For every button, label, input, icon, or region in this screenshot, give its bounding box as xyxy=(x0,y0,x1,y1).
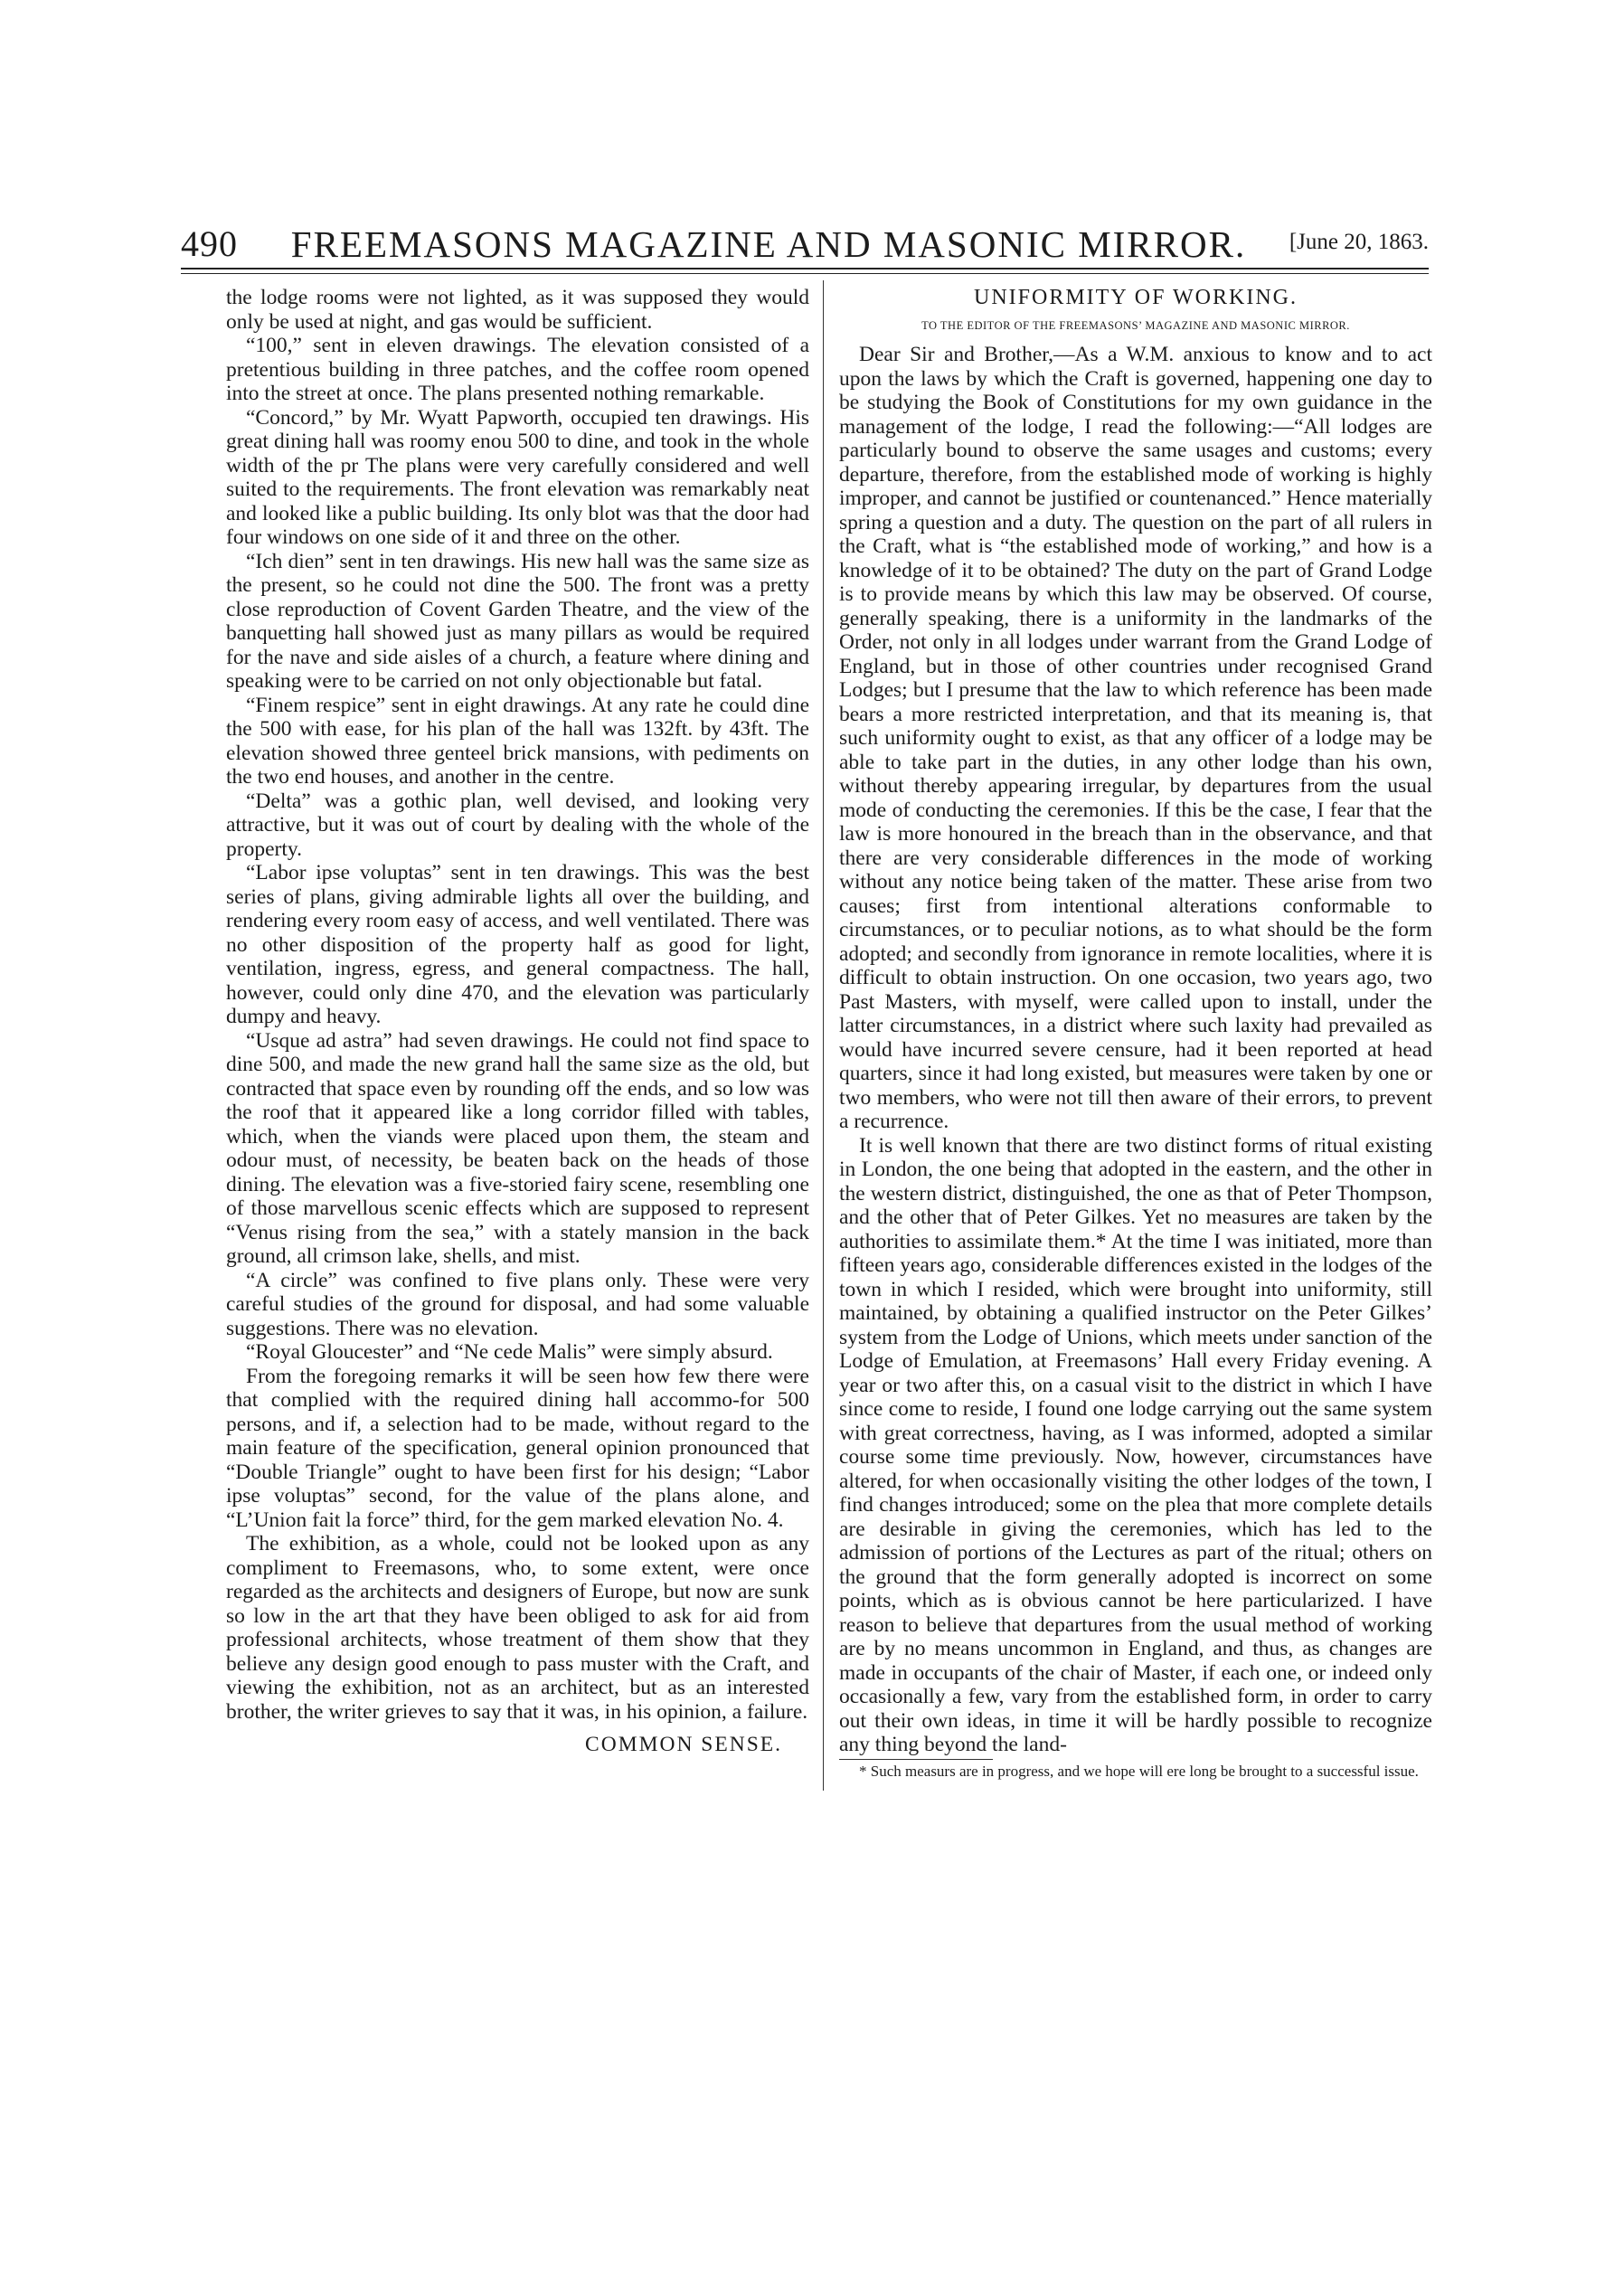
paragraph: the lodge rooms were not lighted, as it was supposed they would only be used at night, and gas would be sufficient. xyxy=(226,286,809,334)
masthead-title: FREEMASONS MAGAZINE AND MASONIC MIRROR. xyxy=(290,223,1247,265)
paragraph: “Delta” was a gothic plan, well devised, and looking very attractive, but it was out of court by dealing with the whole of the property. xyxy=(226,789,809,861)
left-column xyxy=(226,286,809,1757)
paragraph: “Royal Gloucester” and “Ne cede Malis” were simply absurd. xyxy=(246,1340,773,1364)
paragraph: “Usque ad astra” had seven drawings. He could not find space to dine 500, and made the new grand hall the same size as the old, but contracted that space even by rounding off the ends, and so low was the roof that it appeared like a long corridor filled with tables, which, when the viands were placed upon them, the steam and odour must, of necessity, be beaten back on the heads of those dining. The elevation was a five-storied fairy scene, resembling one of those marvellous scenic effects which are supposed to represent “Venus rising from the sea,” with a stately mansion in the back ground, all crimson lake, shells, and mist. xyxy=(226,1028,809,1268)
paragraph: “100,” sent in eleven drawings. The elevation consisted of a pretentious building in three patches, and the coffee room opened into the street at once. The plans presented nothing remarkable. xyxy=(226,334,809,405)
signature: COMMON SENSE. xyxy=(585,1733,782,1756)
issue-date: [June 20, 1863. xyxy=(1289,230,1429,254)
paragraph: “Finem respice” sent in eight drawings. At any rate he could dine the 500 with ease, for his plan of the hall was 132ft. by 43ft. The elevation showed three genteel brick mansions, with pediments on the two end houses, and another in the centre. xyxy=(226,693,809,789)
paragraph: It is well known that there are two distinct forms of ritual existing in London, the one being that adopted in the eastern, and the other in the western district, distinguished, the one as that of Peter Thompson, and the other that of Peter Gilkes. Yet no measures are taken by the authorities to assimilate them.* At the time I was initiated, more than fifteen years ago, considerable differences existed in the lodges of the town in which I resided, which were brought into uniformity, still maintained, by obtaining a qualified instructor on the Peter Gilkes’ system from the Lodge of Unions, which meets under sanction of the Lodge of Emulation, at Freemasons’ Hall every Friday evening. A year or two after this, on a casual visit to the district in which I have since come to reside, I found one lodge carrying out the same system with great correctness, having, as I was informed, adopted a similar course some time previously. Now, however, circumstances have altered, for when occasionally visiting the other lodges of the town, I find changes introduced; some on the plea that more complete details are desirable in giving the ceremonies, which has led to the admission of portions of the Lectures as part of the ritual; others on the ground that the form generally adopted is incorrect on some points, which as is obvious cannot be here particularized. I have reason to believe that departures from the usual method of working are by no means uncommon in England, and thus, as changes are made in occupants of the chair of Master, if each one, or indeed only occasionally a few, vary from the established form, in order to carry out their own ideas, in time it will be hardly possible to recognize any thing beyond the land- xyxy=(839,1133,1432,1756)
paragraph: “A circle” was confined to five plans only. These were very careful studies of the ground for disposal, and had some valuable suggestions. There was no elevation. xyxy=(226,1268,809,1340)
column-divider xyxy=(823,280,824,1791)
paragraph: “Ich dien” sent in ten drawings. His new hall was the same size as the present, so he could not dine the 500. The front was a pretty close reproduction of Covent Garden Theatre, and the view of the banquetting hall showed just as many pillars as would be required for the nave and side aisles of a church, a feature where dining and speaking were to be carried on not only objectionable but fatal. xyxy=(226,549,809,693)
paragraph: “Concord,” by Mr. Wyatt Papworth, occupied ten drawings. His great dining hall was roomy enou 500 to dine, and took in the whole width of the pr The plans were very carefully considered and well suited to the requirements. The front elevation was remarkably neat and looked like a public building. Its only blot was that the door had four windows on one side of it and three on the other. xyxy=(226,405,809,549)
paragraph: From the foregoing remarks it will be seen how few there were that complied with the required dining hall accommo-for 500 persons, and if, a selection had to be made, without regard to the main feature of the specification, general opinion pronounced that “Double Triangle” ought to have been first for his design; “Labor ipse voluptas” second, for the value of the plans alone, and “L’Union fait la force” third, for the gem marked elevation No. 4. xyxy=(226,1364,809,1532)
article-address: TO THE EDITOR OF THE FREEMASONS’ MAGAZINE AND MASONIC MIRROR. xyxy=(921,318,1350,332)
footnote: * Such measurs are in progress, and we hope will ere long be brought to a successful issue. xyxy=(859,1762,1419,1780)
page-header xyxy=(181,215,1429,269)
footnote-rule xyxy=(839,1759,993,1760)
paragraph: The exhibition, as a whole, could not be looked upon as any compliment to Freemasons, who, to some extent, were once regarded as the architects and designers of Europe, but now are sunk so low in the art that they have been obliged to ask for aid from professional architects, whose treatment of them show that they believe any design good enough to pass muster with the Craft, and viewing the exhibition, not as an architect, but as an interested brother, the writer grieves to say that it was, in his opinion, a failure. xyxy=(226,1532,809,1724)
paragraph: “Labor ipse voluptas” sent in ten drawings. This was the best series of plans, giving admirable lights all over the building, and rendering every room easy of access, and well ventilated. There was no other disposition of the property half as good for light, ventilation, ingress, egress, and general compactness. The hall, however, could only dine 470, and the elevation was particularly dumpy and heavy. xyxy=(226,861,809,1028)
right-column xyxy=(839,286,1432,1781)
page-number: 490 xyxy=(181,223,238,264)
header-rule xyxy=(181,268,1429,274)
article-title: UNIFORMITY OF WORKING. xyxy=(973,286,1298,309)
paragraph: Dear Sir and Brother,—As a W.M. anxious to know and to act upon the laws by which the Craft is governed, happening one day to be studying the Book of Constitutions for my own guidance in the management of the lodge, I read the following:—“All lodges are particularly bound to observe the same usages and customs; every departure, therefore, from the established mode of working is highly improper, and cannot be justified or countenanced.” Hence materially spring a question and a duty. The question on the part of all rulers in the Craft, what is “the established mode of working,” and how is a knowledge of it to be obtained? The duty on the part of Grand Lodge is to provide means by which this law may be observed. Of course, generally speaking, there is a uniformity in the landmarks of the Order, not only in all lodges under warrant from the Grand Lodge of England, but in those of other countries under recognised Grand Lodges; but I presume that the law to which reference has been made bears a more restricted interpretation, and that its meaning is, that such uniformity ought to exist, as that any officer of a lodge may be able to take part in the duties, in any other lodge than his own, without thereby appearing irregular, by departures from the usual mode of conducting the ceremonies. If this be the case, I fear that the law is more honoured in the breach than in the observance, and that there are very considerable differences in the mode of working without any notice being taken of the matter. These arise from two causes; first from intentional alterations conformable to circumstances, or to peculiar notions, as to what should be the form adopted; and secondly from ignorance in remote localities, where it is difficult to obtain instruction. On one occasion, two years ago, two Past Masters, with myself, were called upon to install, under the latter circumstances, in a district where such laxity had prevailed as would have incurred severe censure, had it been reported at head quarters, since it had long existed, but measures were taken by one or two members, who were not till then aware of their errors, to prevent a recurrence. xyxy=(839,343,1432,1133)
